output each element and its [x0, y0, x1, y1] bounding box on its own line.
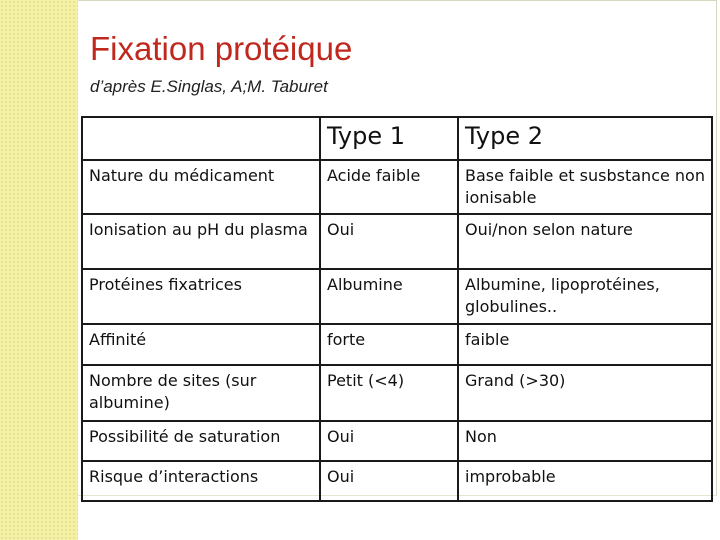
row-label: Possibilité de saturation [82, 421, 320, 461]
slide-title: Fixation protéique [90, 30, 353, 67]
table-row [82, 269, 712, 324]
type1-cell: Acide faible [320, 160, 458, 214]
type2-cell: Base faible et susbstance non ionisable [458, 160, 712, 214]
row-label: Ionisation au pH du plasma [82, 214, 320, 269]
type1-cell: Albumine [320, 269, 458, 324]
slide-subtitle: d’après E.Singlas, A;M. Taburet [90, 77, 328, 96]
row-label: Nature du médicament [82, 160, 320, 214]
type1-cell: forte [320, 324, 458, 365]
type2-cell: Non [458, 421, 712, 461]
type1-cell: Oui [320, 461, 458, 501]
table-row [82, 461, 712, 501]
type2-cell: Oui/non selon nature [458, 214, 712, 269]
type1-cell: Petit (<4) [320, 365, 458, 421]
table-row [82, 160, 712, 214]
type2-cell: faible [458, 324, 712, 365]
type2-cell: Grand (>30) [458, 365, 712, 421]
type1-cell: Oui [320, 214, 458, 269]
row-label: Risque d’interactions [82, 461, 320, 501]
table-row [82, 365, 712, 421]
header-cell-type2: Type 2 [458, 117, 712, 160]
header-cell-type1: Type 1 [320, 117, 458, 160]
row-label: Affinité [82, 324, 320, 365]
type2-cell: improbable [458, 461, 712, 501]
header-cell-empty [82, 117, 320, 160]
type2-cell: Albumine, lipoprotéines, globulines.. [458, 269, 712, 324]
comparison-table [81, 116, 713, 502]
table-header-row [82, 117, 712, 160]
row-label: Nombre de sites (sur albumine) [82, 365, 320, 421]
table-row [82, 421, 712, 461]
table-row [82, 324, 712, 365]
type1-cell: Oui [320, 421, 458, 461]
row-label: Protéines fixatrices [82, 269, 320, 324]
table-row [82, 214, 712, 269]
decorative-left-band [0, 0, 78, 540]
